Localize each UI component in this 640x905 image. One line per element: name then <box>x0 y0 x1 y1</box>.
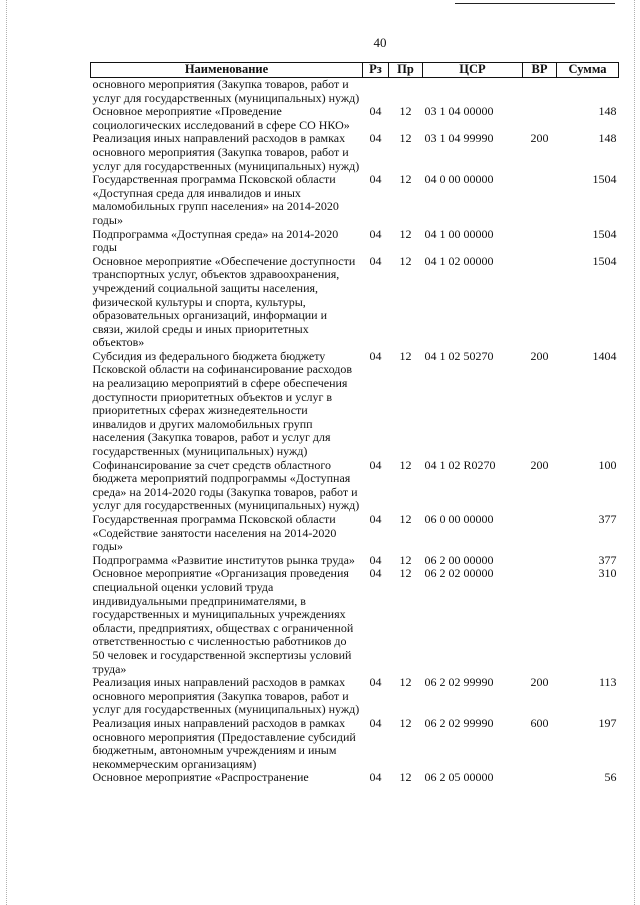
cell-sum: 310 <box>598 566 617 581</box>
cell-sum: 113 <box>598 675 617 690</box>
cell-vr: 200 <box>530 457 549 472</box>
cell-csr: 06 2 02 99990 <box>424 715 494 730</box>
cell-sum: 1504 <box>592 226 617 241</box>
cell-rz: 04 <box>369 253 382 268</box>
cell-csr: 04 0 00 00000 <box>424 172 494 187</box>
cell-csr: 04 1 00 00000 <box>424 226 494 241</box>
cell-pr: 12 <box>399 715 412 730</box>
header-name: Наименование <box>91 63 363 78</box>
cell-name: Государственная программа Псковской области «Содействие занятости населения на 2014-2020 годы» <box>92 512 337 554</box>
cell-sum: 148 <box>598 131 617 146</box>
table-row <box>91 132 619 173</box>
table-row <box>91 676 619 717</box>
cell-sum: 377 <box>598 512 617 526</box>
cell-vr <box>523 771 557 785</box>
cell-csr <box>423 78 523 106</box>
cell-name: Софинансирование за счет средств областного бюджета мероприятий подпрограммы «Доступная среда» на 2014-2020 годы (Закупка товаров, работ и услуг для государственных (муниципальных) нужд) <box>92 457 360 513</box>
header-vr: ВР <box>523 63 557 78</box>
cell-pr: 12 <box>399 226 412 241</box>
cell-pr: 12 <box>399 512 412 526</box>
table-row <box>91 567 619 676</box>
table-row <box>91 554 619 568</box>
cell-rz: 04 <box>369 104 382 119</box>
cell-name: Основное мероприятие «Распространение <box>92 770 309 785</box>
cell-name: Реализация иных направлений расходов в рамках основного мероприятия (Закупка товаров, работ и услуг для государственных (муниципальных) нужд) <box>92 675 360 717</box>
table-row <box>91 771 619 785</box>
cell-vr <box>523 513 557 554</box>
cell-pr: 12 <box>399 172 412 187</box>
cell-name: Субсидия из федерального бюджета бюджету Псковской области на софинансирование расходов на реализацию мероприятий в сфере обеспечения доступности приоритетных объектов и услуг в приоритетных сферах жизнедеятельности инвалидов и других маломобильных групп населения (Закупка товаров, работ и услуг для государственных (муниципальных) нужд) <box>92 348 353 459</box>
cell-csr: 06 2 02 00000 <box>424 566 494 581</box>
table-row <box>91 255 619 350</box>
cell-csr: 04 1 02 50270 <box>424 348 494 363</box>
table-row <box>91 173 619 227</box>
header-csr: ЦСР <box>423 63 523 78</box>
cell-vr <box>523 567 557 676</box>
table-row <box>91 350 619 459</box>
cell-rz: 04 <box>369 675 382 690</box>
cell-vr: 200 <box>530 675 549 690</box>
cell-sum: 197 <box>598 715 617 730</box>
cell-sum <box>557 78 619 106</box>
table-row <box>91 513 619 554</box>
cell-pr: 12 <box>399 457 412 472</box>
cell-csr: 06 2 02 99990 <box>424 675 494 690</box>
cell-name: Реализация иных направлений расходов в рамках основного мероприятия (Закупка товаров, работ и услуг для государственных (муниципальных) нужд) <box>92 131 360 173</box>
cell-csr: 06 0 00 00000 <box>424 512 494 526</box>
cell-pr: 12 <box>399 348 412 363</box>
cell-name: Подпрограмма «Доступная среда» на 2014-2020 годы <box>92 226 339 255</box>
cell-sum: 148 <box>598 104 617 119</box>
table-row <box>91 717 619 771</box>
cell-pr: 12 <box>399 131 412 146</box>
cell-rz: 04 <box>369 172 382 187</box>
header-sum: Сумма <box>557 63 619 78</box>
cell-csr: 04 1 02 00000 <box>424 253 494 268</box>
cell-vr <box>523 255 557 350</box>
cell-rz: 04 <box>369 566 382 581</box>
cell-sum: 1504 <box>592 172 617 187</box>
header-rz: Рз <box>363 63 389 78</box>
budget-table <box>90 62 619 785</box>
page-number: 40 <box>373 35 387 50</box>
cell-rz: 04 <box>369 512 382 526</box>
cell-pr: 12 <box>399 104 412 119</box>
cell-rz: 04 <box>369 226 382 241</box>
cell-pr: 12 <box>399 552 412 567</box>
cell-csr: 03 1 04 99990 <box>424 131 494 146</box>
header-row <box>91 63 619 78</box>
cell-sum: 1404 <box>592 348 617 363</box>
table-row <box>91 459 619 513</box>
cell-pr: 12 <box>399 566 412 581</box>
cell-rz: 04 <box>369 131 382 146</box>
cell-rz <box>363 78 389 106</box>
cell-vr: 200 <box>530 348 549 363</box>
cell-vr <box>523 554 557 568</box>
cell-name: основного мероприятия (Закупка товаров, работ и услуг для государственных (муниципальных) нужд) <box>92 77 360 105</box>
cell-csr: 04 1 02 R0270 <box>424 457 496 472</box>
table-row <box>91 105 619 132</box>
cell-pr <box>389 78 423 106</box>
cell-vr: 200 <box>530 131 549 146</box>
cell-pr: 12 <box>399 253 412 268</box>
scan-edge-right <box>634 0 635 905</box>
table-row <box>91 228 619 255</box>
cell-rz: 04 <box>369 715 382 730</box>
cell-sum: 1504 <box>592 253 617 268</box>
cell-rz: 04 <box>369 552 382 567</box>
cell-name: Реализация иных направлений расходов в рамках основного мероприятия (Предоставление субсидий бюджетным, автономным учреждениям и иным некоммерческим организациям) <box>92 715 356 771</box>
scan-edge-left <box>6 0 7 905</box>
cell-csr: 06 2 00 00000 <box>424 552 494 567</box>
cell-sum: 377 <box>598 552 617 567</box>
cell-rz: 04 <box>369 457 382 472</box>
cell-rz: 04 <box>369 770 382 785</box>
header-pr: Пр <box>389 63 423 78</box>
cell-name: Основное мероприятие «Обеспечение доступности транспортных услуг, объектов здравоохранения, учреждений социальной защиты населения, физической культуры и спорта, культуры, образовательных организаций, информации и связи, жилой среды и иных приоритетных объектов» <box>92 253 356 350</box>
cell-vr <box>523 173 557 227</box>
table-row <box>91 78 619 106</box>
cell-name: Подпрограмма «Развитие институтов рынка труда» <box>92 552 355 567</box>
cell-vr <box>523 228 557 255</box>
top-rule <box>455 3 615 4</box>
cell-csr: 03 1 04 00000 <box>424 104 494 119</box>
cell-csr: 06 2 05 00000 <box>424 770 494 785</box>
cell-sum: 100 <box>598 457 617 472</box>
cell-name: Основное мероприятие «Организация проведения специальной оценки условий труда индивидуальными предпринимателями, в государственных и муниципальных учреждениях области, предприятиях, обществах с ограниченной ответственностью с численностью работников до 50 человек и государственной экспертизы условий труда» <box>92 566 354 676</box>
cell-sum: 56 <box>604 770 617 785</box>
cell-pr: 12 <box>399 675 412 690</box>
cell-pr: 12 <box>399 770 412 785</box>
cell-name: Государственная программа Псковской области «Доступная среда для инвалидов и иных маломобильных групп населения» на 2014-2020 годы» <box>92 172 339 227</box>
cell-vr <box>523 78 557 106</box>
cell-vr <box>523 105 557 132</box>
cell-name: Основное мероприятие «Проведение социологических исследований в сфере СО НКО» <box>92 104 350 132</box>
cell-rz: 04 <box>369 348 382 363</box>
cell-vr: 600 <box>530 715 549 730</box>
